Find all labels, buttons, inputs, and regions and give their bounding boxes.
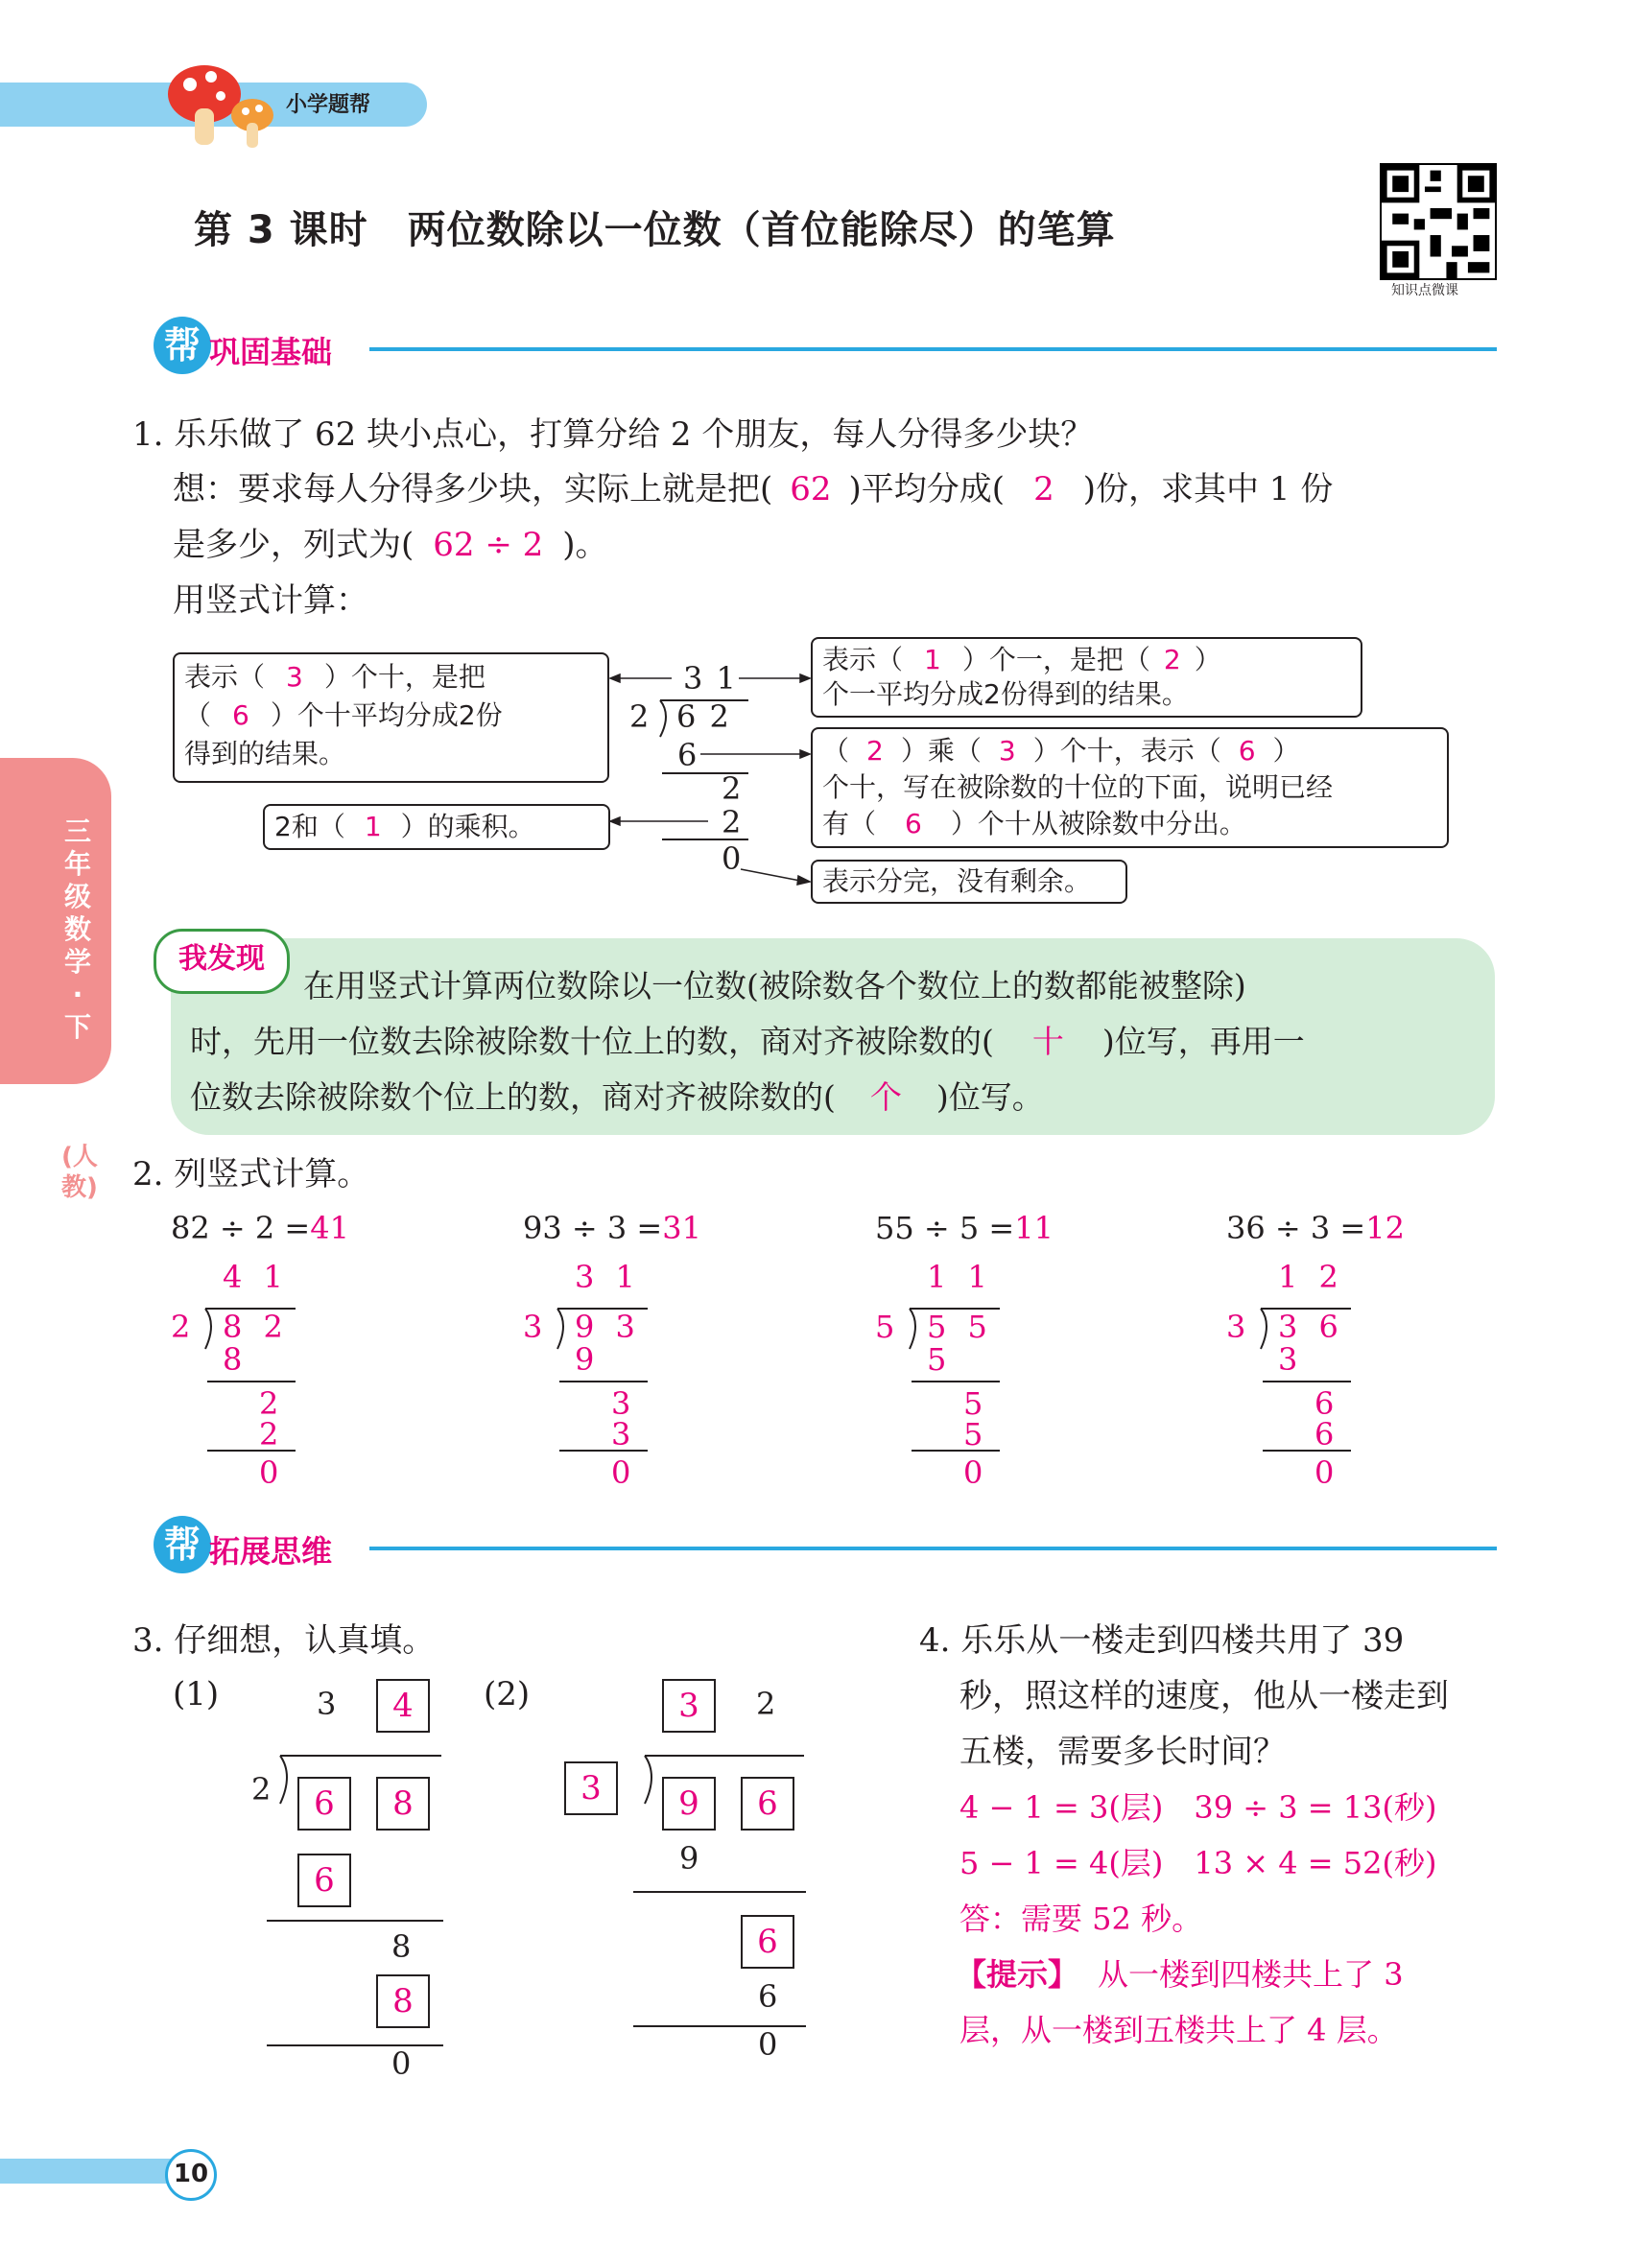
- page-number: 10: [165, 2149, 217, 2201]
- discovery-line3: 位数去除被除数个位上的数，商对齐被除数的( 个 )位写。: [190, 1078, 1044, 1116]
- q1-think-line2: 是多少，列式为( 62 ÷ 2 )。: [173, 526, 608, 564]
- explain-box-tens: 表示（ 3 ）个十，是把 （ 6 ）个十平均分成2份 得到的结果。: [173, 652, 609, 783]
- explain-box-product: 2和（ 1 ）的乘积。: [263, 804, 610, 850]
- q4-answer3: 答：需要 52 秒。: [959, 1901, 1203, 1937]
- q3p2-dividend-ones-box[interactable]: 6: [741, 1777, 794, 1831]
- series-label: 小学题帮: [286, 93, 371, 117]
- q2-rem2: 0: [1314, 1454, 1335, 1491]
- q2-dividend: 8 2: [223, 1309, 289, 1345]
- q3p2-rem1-box[interactable]: 6: [741, 1915, 794, 1969]
- q2-expression: 36 ÷ 3 =12: [1226, 1210, 1405, 1246]
- q2-quotient: 3 1: [575, 1259, 641, 1295]
- section-extend-title: 拓展思维: [209, 1533, 333, 1570]
- section-basic-title: 巩固基础: [209, 334, 333, 370]
- q2-sub1: 8: [223, 1341, 243, 1378]
- q2-expression: 93 ÷ 3 =31: [523, 1210, 701, 1246]
- q2-sub2: 6: [1314, 1416, 1335, 1453]
- q4-line1: 4. 乐乐从一楼走到四楼共用了 39: [919, 1621, 1405, 1660]
- q2-divisor: 2: [171, 1309, 191, 1345]
- q1-rem1: 2: [722, 770, 742, 807]
- q4-line2: 秒，照这样的速度，他从一楼走到: [959, 1677, 1449, 1715]
- q2-sub2: 5: [963, 1416, 983, 1453]
- q2-division-lines: [1255, 1295, 1361, 1458]
- q2-divisor: 3: [523, 1309, 543, 1345]
- q2-quotient: 4 1: [223, 1259, 289, 1295]
- q1-divisor: 2: [629, 698, 650, 735]
- q3p1-divisor: 2: [251, 1771, 272, 1807]
- q3-prompt: 3. 仔细想，认真填。: [132, 1621, 436, 1660]
- q3p1-quotient-tens: 3: [317, 1686, 337, 1722]
- q2-expression: 82 ÷ 2 =41: [171, 1210, 349, 1246]
- q3-part2-label: (2): [484, 1675, 531, 1713]
- q3p2-quotient-tens-box[interactable]: 3: [662, 1679, 716, 1733]
- q2-sub2: 2: [259, 1416, 279, 1453]
- q1-dividend: 6 2: [676, 698, 731, 735]
- side-tab-text: 三年级数学·下: [63, 815, 91, 1043]
- q3p2-divisor-box[interactable]: 3: [564, 1761, 618, 1815]
- q3-division-lines: [0, 1631, 864, 2091]
- q2-rem1: 6: [1314, 1385, 1335, 1422]
- q1-rem2: 0: [722, 840, 742, 877]
- q1-sub1: 6: [677, 737, 698, 773]
- explain-box-multiply: （ 2 ）乘（ 3 ）个十，表示（ 6 ） 个十，写在被除数的十位的下面，说明已经 有（ 6 ）个十从被除数中分出。: [811, 727, 1449, 848]
- q4-hint-line2: 层，从一楼到五楼共上了 4 层。: [959, 2012, 1398, 2048]
- q2-prompt: 2. 列竖式计算。: [132, 1155, 370, 1193]
- q2-rem1: 2: [259, 1385, 279, 1422]
- q1-quotient: 3 1: [683, 660, 738, 697]
- q3p1-rem1: 8: [391, 1928, 412, 1965]
- q4-hint-line1: 【提示】 从一楼到四楼共上了 3: [956, 1956, 1404, 1993]
- side-edition-text: (人教): [61, 1143, 98, 1202]
- q2-dividend: 9 3: [575, 1309, 641, 1345]
- q2-division-lines: [552, 1295, 657, 1458]
- q2-division-lines: [200, 1295, 305, 1458]
- q2-rem1: 5: [963, 1385, 983, 1422]
- q3p1-rem2: 0: [391, 2045, 412, 2082]
- q2-sub1: 3: [1278, 1341, 1298, 1378]
- q3p1-sub2-box[interactable]: 8: [376, 1974, 430, 2028]
- q3p1-dividend-tens-box[interactable]: 6: [297, 1777, 351, 1831]
- discovery-badge: 我发现: [154, 929, 290, 994]
- q1-sub2: 2: [722, 804, 742, 840]
- q2-expression: 55 ÷ 5 =11: [875, 1210, 1054, 1246]
- q1-prompt: 1. 乐乐做了 62 块小点心，打算分给 2 个朋友，每人分得多少块？: [132, 415, 1094, 454]
- discovery-line1: 在用竖式计算两位数除以一位数(被除数各个数位上的数都能被整除): [303, 967, 1246, 1004]
- q3p1-quotient-ones-box[interactable]: 4: [376, 1679, 430, 1733]
- q3p2-sub2: 6: [758, 1978, 778, 2015]
- q2-sub2: 3: [611, 1416, 631, 1453]
- explain-box-remainder: 表示分完，没有剩余。: [811, 860, 1127, 904]
- q3p1-sub1-box[interactable]: 6: [297, 1854, 351, 1907]
- q4-line3: 五楼，需要多长时间？: [959, 1733, 1286, 1771]
- explain-box-ones: 表示（ 1 ）个一，是把（ 2 ） 个一平均分成2份得到的结果。: [811, 637, 1362, 718]
- q2-rem2: 0: [963, 1454, 983, 1491]
- section-divider-2: [369, 1547, 1497, 1550]
- section-badge: 帮: [154, 317, 211, 374]
- q3p2-dividend-tens-box[interactable]: 9: [662, 1777, 716, 1831]
- q2-division-lines: [904, 1295, 1009, 1458]
- q1-division-lines: [0, 0, 1634, 921]
- q2-rem1: 3: [611, 1385, 631, 1422]
- q4-answer2: 5 − 1 = 4(层) 13 × 4 = 52(秒): [959, 1845, 1437, 1881]
- q2-dividend: 3 6: [1278, 1309, 1344, 1345]
- q2-divisor: 5: [875, 1309, 895, 1345]
- q3-part1-label: (1): [173, 1675, 220, 1713]
- q2-quotient: 1 1: [927, 1259, 993, 1295]
- qr-caption: 知识点微课: [1391, 283, 1458, 298]
- q1-vertical-label: 用竖式计算：: [173, 581, 368, 620]
- q2-sub1: 9: [575, 1341, 595, 1378]
- q3p2-sub1: 9: [679, 1840, 699, 1877]
- q3p2-quotient-ones: 2: [756, 1686, 776, 1722]
- q2-sub1: 5: [927, 1341, 947, 1378]
- q3p1-dividend-ones-box[interactable]: 8: [376, 1777, 430, 1831]
- footer-bar: [0, 2159, 192, 2184]
- page-title: 第 3 课时 两位数除以一位数（首位能除尽）的笔算: [194, 208, 1116, 252]
- q2-divisor: 3: [1226, 1309, 1246, 1345]
- q3p2-rem2: 0: [758, 2026, 778, 2063]
- section-badge-2: 帮: [154, 1516, 211, 1573]
- q2-dividend: 5 5: [927, 1309, 993, 1345]
- q2-rem2: 0: [611, 1454, 631, 1491]
- q2-quotient: 1 2: [1278, 1259, 1344, 1295]
- discovery-line2: 时，先用一位数去除被除数十位上的数，商对齐被除数的( 十 )位写，再用一: [190, 1023, 1305, 1060]
- q1-think-line1: 想：要求每人分得多少块，实际上就是把( 62 )平均分成( 2 )份，求其中 1 份: [173, 470, 1334, 508]
- q2-rem2: 0: [259, 1454, 279, 1491]
- q4-answer1: 4 − 1 = 3(层) 39 ÷ 3 = 13(秒): [959, 1789, 1437, 1826]
